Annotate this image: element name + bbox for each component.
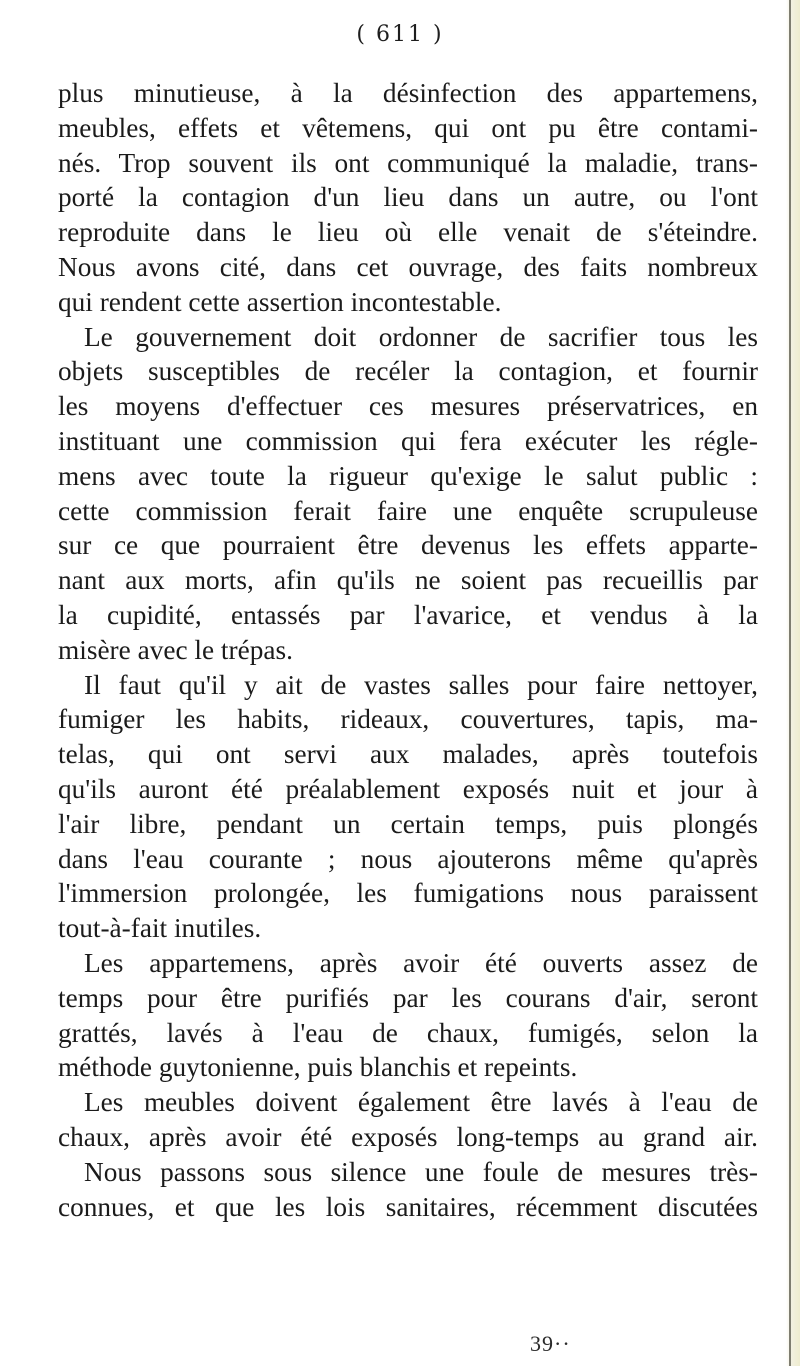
text-line: connues, et que les lois sanitaires, récemment discutées [58, 1191, 758, 1222]
paragraph-government [58, 320, 758, 668]
text-line: cette commission ferait faire une enquête scrupuleuse [58, 495, 758, 526]
text-line: l'immersion prolongée, les fumigations nous paraissent [58, 878, 758, 909]
text-line: Nous passons sous silence une foule de mesures très- [84, 1156, 758, 1187]
paragraph-furniture [58, 1085, 758, 1155]
paragraph-fumigation [58, 668, 758, 946]
signature-mark: 39·· [530, 1331, 571, 1356]
text-line: qu'ils auront été préalablement exposés nuit et jour à [58, 773, 758, 804]
paragraph-disinfection [58, 76, 758, 320]
text-line: porté la contagion d'un lieu dans un autre, ou l'ont [58, 182, 758, 213]
paragraph-apartments [58, 946, 758, 1085]
text-line: Les appartemens, après avoir été ouverts assez de [84, 947, 758, 978]
text-line: instituant une commission qui fera exécuter les régle- [58, 425, 758, 456]
text-line: nés. Trop souvent ils ont communiqué la maladie, trans- [58, 147, 758, 178]
text-line: qui rendent cette assertion incontestable. [58, 286, 502, 317]
text-line: nant aux morts, afin qu'ils ne soient pas recueillis par [58, 565, 758, 596]
text-line: méthode guytonienne, puis blanchis et repeints. [58, 1052, 578, 1083]
text-line: les moyens d'effectuer ces mesures préservatrices, en [58, 391, 758, 422]
text-line: dans l'eau courante ; nous ajouterons même qu'après [58, 843, 758, 874]
text-line: sur ce que pourraient être devenus les effets apparte- [58, 530, 758, 561]
text-line: temps pour être purifiés par les courans d'air, seront [58, 982, 758, 1013]
text-line: l'air libre, pendant un certain temps, puis plongés [58, 808, 758, 839]
text-line: la cupidité, entassés par l'avarice, et vendus à la [58, 599, 758, 630]
binding-line [789, 0, 791, 1366]
text-line: Nous avons cité, dans cet ouvrage, des faits nombreux [58, 251, 758, 282]
text-line: tout-à-fait inutiles. [58, 913, 262, 944]
text-line: fumiger les habits, rideaux, couvertures, tapis, ma- [58, 704, 758, 735]
text-line: Il faut qu'il y ait de vastes salles pour faire nettoyer, [84, 669, 758, 700]
text-line: chaux, après avoir été exposés long-temps au grand air. [58, 1121, 758, 1152]
text-line: grattés, lavés à l'eau de chaux, fumigés, selon la [58, 1017, 758, 1048]
text-line: objets susceptibles de recéler la contagion, et fournir [58, 356, 758, 387]
text-line: meubles, effets et vêtemens, qui ont pu être contami- [58, 112, 758, 143]
text-line: mens avec toute la rigueur qu'exige le salut public : [58, 460, 758, 491]
text-line: telas, qui ont servi aux malades, après toutefois [58, 739, 758, 770]
paragraph-measures [58, 1155, 758, 1225]
text-line: Les meubles doivent également être lavés à l'eau de [84, 1087, 758, 1118]
text-line: Le gouvernement doit ordonner de sacrifier tous les [84, 321, 758, 352]
body-text [58, 76, 758, 1224]
page-number: ( 611 ) [356, 22, 444, 47]
text-line: misère avec le trépas. [58, 634, 293, 665]
text-line: plus minutieuse, à la désinfection des appartemens, [58, 78, 758, 108]
text-line: reproduite dans le lieu où elle venait de s'éteindre. [58, 217, 758, 248]
